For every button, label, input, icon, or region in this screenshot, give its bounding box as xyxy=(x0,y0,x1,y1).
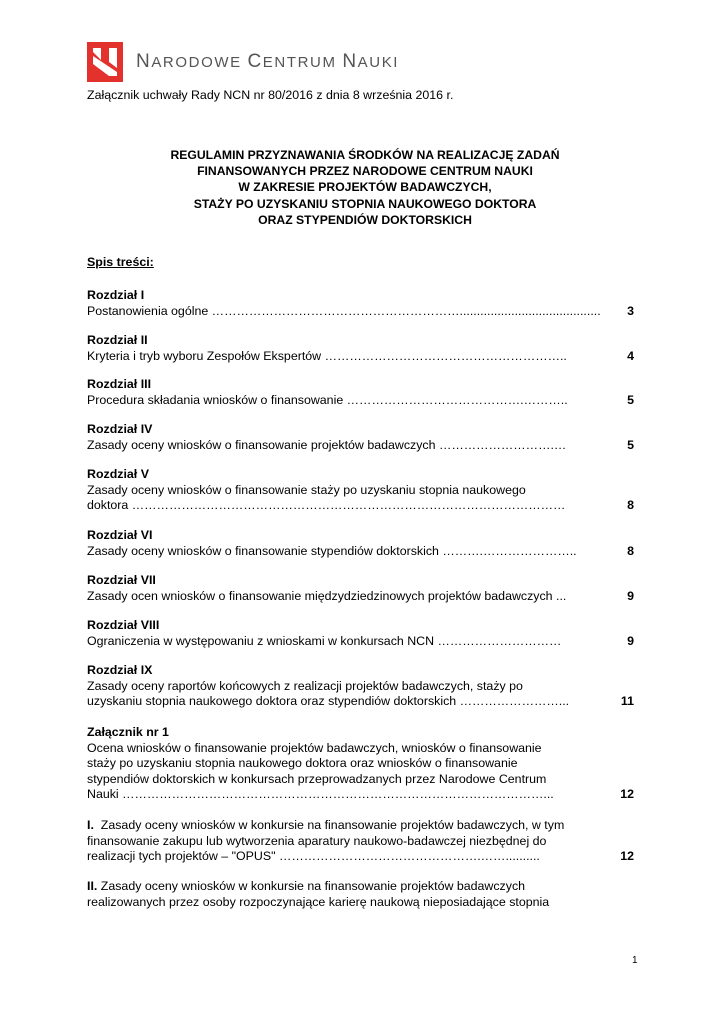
toc-text-line: staży po uzyskaniu stopnia naukowego doktora oraz wniosków o finansowanie xyxy=(87,756,518,771)
toc-text-line xyxy=(87,818,610,834)
toc-chapter: Rozdział VIII xyxy=(87,618,160,632)
toc-text-line: stypendiów doktorskich w konkursach przeprowadzanych przez Narodowe Centrum xyxy=(87,771,547,786)
toc-entry[interactable] xyxy=(87,573,634,604)
toc-entry[interactable] xyxy=(87,422,634,453)
toc-entry[interactable] xyxy=(87,618,634,649)
toc-text-line: Nauki …………………………………………………………………………………………... xyxy=(87,787,554,802)
annex-line: Załącznik uchwały Rady NCN nr 80/2016 z dnia 8 września 2016 r. xyxy=(87,88,454,102)
toc-text-line: realizacji tych projektów – "OPUS" ………………………………………….…….......... xyxy=(87,849,540,864)
toc-chapter: Rozdział IX xyxy=(87,663,153,677)
toc-page: 9 xyxy=(627,588,634,603)
title-line: FINANSOWANYCH PRZEZ NARODOWE CENTRUM NAUKI xyxy=(197,164,533,179)
toc-entry[interactable] xyxy=(87,467,634,514)
toc-page: 9 xyxy=(627,633,634,648)
toc-chapter: Rozdział VII xyxy=(87,573,156,587)
toc-page: 5 xyxy=(627,392,634,407)
toc-chapter: Rozdział III xyxy=(87,377,152,391)
toc-text-line: Zasady oceny raportów końcowych z realizacji projektów badawczych, staży po xyxy=(87,678,523,693)
toc-text: Postanowienia ogólne ……………………………………………………......................................... xyxy=(87,303,601,318)
toc-entry[interactable] xyxy=(87,333,634,364)
toc-text-line xyxy=(87,879,610,895)
toc-text-line: realizowanych przez osoby rozpoczynające karierę naukową nieposiadające stopnia xyxy=(87,894,550,909)
logo-text: NARODOWE CENTRUM NAUKI xyxy=(136,51,400,72)
toc-prefix: II. xyxy=(87,879,98,893)
toc-text-line: uzyskaniu stopnia naukowego doktora oraz stypendiów doktorskich ……………………... xyxy=(87,694,570,709)
toc-page: 12 xyxy=(620,787,634,802)
toc-chapter: Rozdział I xyxy=(87,288,145,302)
toc-chapter: Załącznik nr 1 xyxy=(87,725,169,739)
toc-chapter: Rozdział V xyxy=(87,467,149,481)
page-number: 1 xyxy=(632,955,638,966)
toc-text: Kryteria i tryb wyboru Zespołów Ekspertów ………………………………………………….. xyxy=(87,348,567,363)
toc-text: Procedura składania wniosków o finansowanie …………………………………….……….. xyxy=(87,392,568,407)
toc-entry[interactable] xyxy=(87,377,634,408)
document-title xyxy=(100,147,630,228)
toc-page: 11 xyxy=(620,694,634,709)
toc-entry[interactable] xyxy=(87,528,634,559)
toc-title: Spis treści: xyxy=(87,255,154,269)
title-line: REGULAMIN PRZYZNAWANIA ŚRODKÓW NA REALIZACJĘ ZADAŃ xyxy=(170,148,560,162)
toc-text: Zasady oceny wniosków o finansowanie stypendiów doktorskich ……….………………….. xyxy=(87,543,577,558)
toc-prefix: I. xyxy=(87,818,94,832)
toc-chapter: Rozdział IV xyxy=(87,422,153,436)
toc-text-line-body: Zasady oceny wniosków w konkursie na finansowanie projektów badawczych xyxy=(100,879,526,893)
toc-entry[interactable] xyxy=(87,725,634,803)
ncn-logo xyxy=(87,42,399,82)
toc-entry[interactable] xyxy=(87,288,634,319)
toc-text-line: Ocena wniosków o finansowanie projektów badawczych, wniosków o finansowanie xyxy=(87,740,542,755)
title-line: STAŻY PO UZYSKANIU STOPNIA NAUKOWEGO DOKTORA xyxy=(193,196,537,211)
toc-text: Zasady oceny wniosków o finansowanie projektów badawczych ……………………….… xyxy=(87,437,567,452)
toc-chapter: Rozdział VI xyxy=(87,528,153,542)
toc-page: 4 xyxy=(627,348,634,363)
ncn-logo-icon xyxy=(87,42,123,82)
toc-text-line-body: Zasady oceny wniosków w konkursie na finansowanie projektów badawczych, w tym xyxy=(100,818,565,832)
toc-page: 5 xyxy=(627,437,634,452)
toc-page: 8 xyxy=(627,543,634,558)
toc-page: 12 xyxy=(620,849,634,864)
toc-text-line: finansowanie zakupu lub wytworzenia aparatury naukowo-badawczej niezbędnej do xyxy=(87,833,547,848)
toc-text: Zasady ocen wniosków o finansowanie międzydziedzinowych projektów badawczych ... xyxy=(87,588,567,603)
toc-page: 8 xyxy=(627,498,634,513)
toc-entry[interactable] xyxy=(87,663,634,710)
toc-text-line: doktora …………………………………………………………………………………………… xyxy=(87,498,566,513)
title-line: ORAZ STYPENDIÓW DOKTORSKICH xyxy=(258,212,472,227)
toc-entry[interactable] xyxy=(87,818,634,865)
toc-text: Ograniczenia w występowaniu z wnioskami w konkursach NCN ………………………… xyxy=(87,633,562,648)
toc-chapter: Rozdział II xyxy=(87,333,148,347)
title-line: W ZAKRESIE PROJEKTÓW BADAWCZYCH, xyxy=(238,180,492,195)
toc-page: 3 xyxy=(627,303,634,318)
toc-text-line: Zasady oceny wniosków o finansowanie staży po uzyskaniu stopnia naukowego xyxy=(87,482,526,497)
toc-entry[interactable] xyxy=(87,879,634,910)
